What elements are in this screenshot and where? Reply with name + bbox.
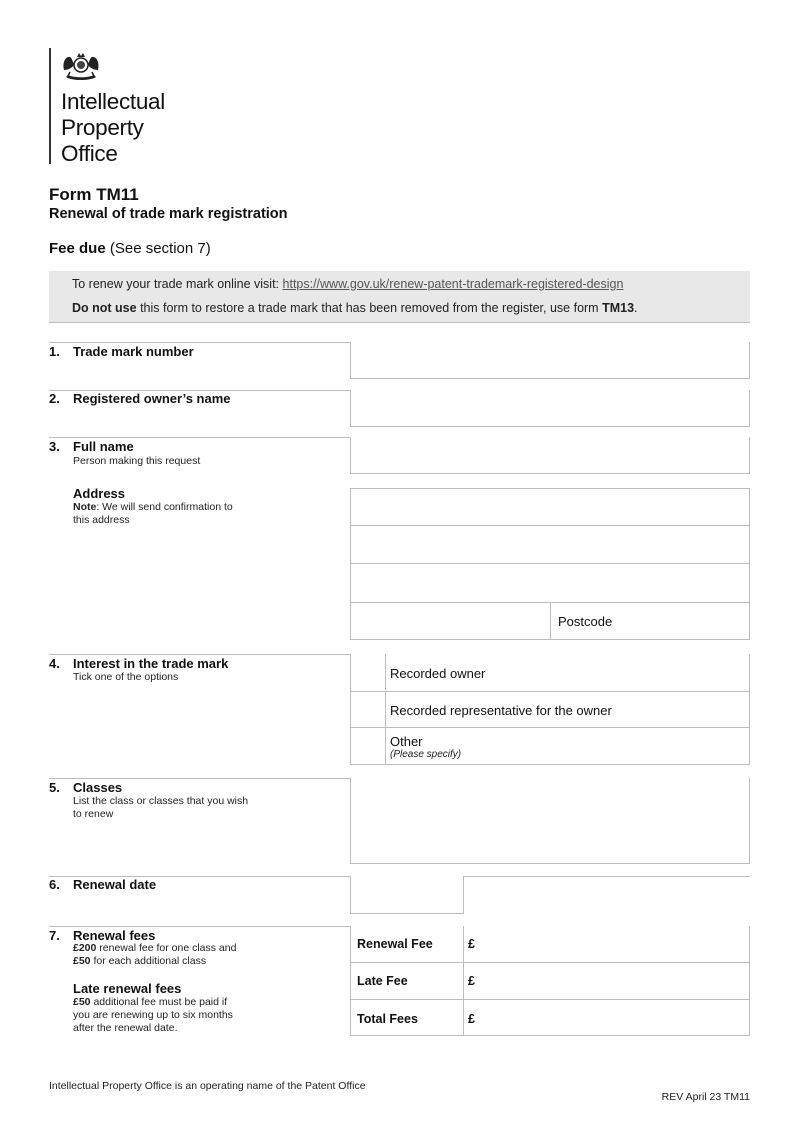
fee-row (350, 962, 750, 1000)
notice-box (49, 271, 750, 323)
renewal-date-input[interactable] (350, 876, 464, 914)
other-hint: (Please specify) (390, 749, 462, 760)
fee-text: renewal fee for one class and (96, 942, 237, 954)
interest-label: Interest in the trade mark (73, 656, 229, 671)
logo-line: Office (61, 141, 118, 166)
crest-icon (58, 48, 104, 84)
address-note-text: : We will send confirmation to (96, 501, 233, 513)
address-line-3-input[interactable] (350, 563, 750, 603)
interest-option-row (350, 727, 750, 765)
address-line-4-input[interactable] (350, 602, 551, 640)
classes-hint-line: List the class or classes that you wish (73, 795, 249, 807)
interest-hint: Tick one of the options (73, 671, 179, 683)
question-number: 7. (49, 928, 60, 943)
classes-hint-line: to renew (73, 808, 114, 820)
late-fee-text: additional fee must be paid if (90, 996, 228, 1008)
late-fee-input[interactable]: £ (468, 974, 475, 988)
fee-due-reference: (See section 7) (105, 240, 211, 257)
late-fee-text: after the renewal date. (73, 1022, 178, 1034)
notice-warning-bold: Do not use (72, 301, 137, 315)
postcode-label: Postcode (558, 614, 613, 629)
address-note (73, 501, 233, 527)
address-label: Address (73, 486, 126, 501)
classes-label: Classes (73, 780, 123, 795)
classes-hint (73, 795, 248, 821)
other-checkbox[interactable] (351, 728, 386, 764)
interest-option-row (350, 691, 750, 728)
recorded-representative-checkbox[interactable] (351, 692, 386, 727)
notice-warning-end: . (634, 301, 638, 315)
late-fee-amount: £50 (73, 996, 91, 1008)
renewal-fee-input[interactable]: £ (468, 937, 475, 951)
footer-note: Intellectual Property Office is an operating name of the Patent Office (49, 1080, 366, 1092)
late-renewal-fees-info (73, 996, 233, 1035)
renewal-fee-label: Renewal Fee (357, 937, 433, 951)
trade-mark-number-input[interactable] (350, 342, 750, 379)
renew-online-link[interactable]: https://www.gov.uk/renew-patent-trademark-registered-design (282, 277, 624, 291)
logo-text (61, 89, 165, 167)
question-number: 5. (49, 780, 60, 795)
address-line-2-input[interactable] (350, 525, 750, 564)
full-name-hint: Person making this request (73, 455, 201, 467)
registered-owner-label: Registered owner’s name (73, 391, 231, 406)
logo-line: Intellectual (61, 89, 165, 114)
fee-amount: £200 (73, 942, 97, 954)
notice-warning-text: this form to restore a trade mark that has been removed from the register, use form (136, 301, 603, 315)
question-number: 6. (49, 877, 60, 892)
logo-divider (49, 48, 51, 164)
form-title: Form TM11 (49, 185, 139, 204)
late-renewal-fees-label: Late renewal fees (73, 981, 182, 996)
fee-row (350, 926, 750, 963)
late-fee-text: you are renewing up to six months (73, 1009, 233, 1021)
question-number: 2. (49, 391, 60, 406)
recorded-representative-label: Recorded representative for the owner (390, 703, 612, 718)
fee-row (350, 999, 750, 1036)
notice-online (72, 277, 623, 291)
interest-option-row (350, 654, 750, 692)
trade-mark-number-label: Trade mark number (73, 344, 194, 359)
notice-form-ref: TM13 (602, 301, 635, 315)
renewal-fees-info (73, 942, 236, 968)
postcode-input[interactable] (550, 602, 750, 640)
full-name-label: Full name (73, 439, 134, 454)
address-note-bold: Note (73, 501, 97, 513)
fee-amount: £50 (73, 955, 91, 967)
address-note-text-2: this address (73, 514, 130, 526)
registered-owner-input[interactable] (350, 390, 750, 427)
other-label: Other (390, 734, 423, 749)
address-line-1-input[interactable] (350, 488, 750, 526)
notice-online-text: To renew your trade mark online visit: (72, 277, 283, 291)
renewal-fees-label: Renewal fees (73, 928, 156, 943)
fee-text: for each additional class (90, 955, 207, 967)
form-revision: REV April 23 TM11 (661, 1091, 750, 1103)
question-number: 3. (49, 439, 60, 454)
fee-due (49, 240, 211, 257)
notice-warning (72, 301, 638, 315)
renewal-date-label: Renewal date (73, 877, 157, 892)
late-fee-label: Late Fee (357, 974, 408, 988)
recorded-owner-checkbox[interactable] (351, 654, 386, 690)
classes-input[interactable] (350, 778, 750, 864)
total-fees-input[interactable]: £ (468, 1012, 475, 1026)
question-number: 1. (49, 344, 60, 359)
total-fees-label: Total Fees (357, 1012, 418, 1026)
question-number: 4. (49, 656, 60, 671)
recorded-owner-label: Recorded owner (390, 666, 486, 681)
fee-due-label: Fee due (49, 240, 106, 257)
logo-line: Property (61, 115, 144, 140)
full-name-input[interactable] (350, 437, 750, 474)
form-subtitle: Renewal of trade mark registration (49, 206, 288, 222)
